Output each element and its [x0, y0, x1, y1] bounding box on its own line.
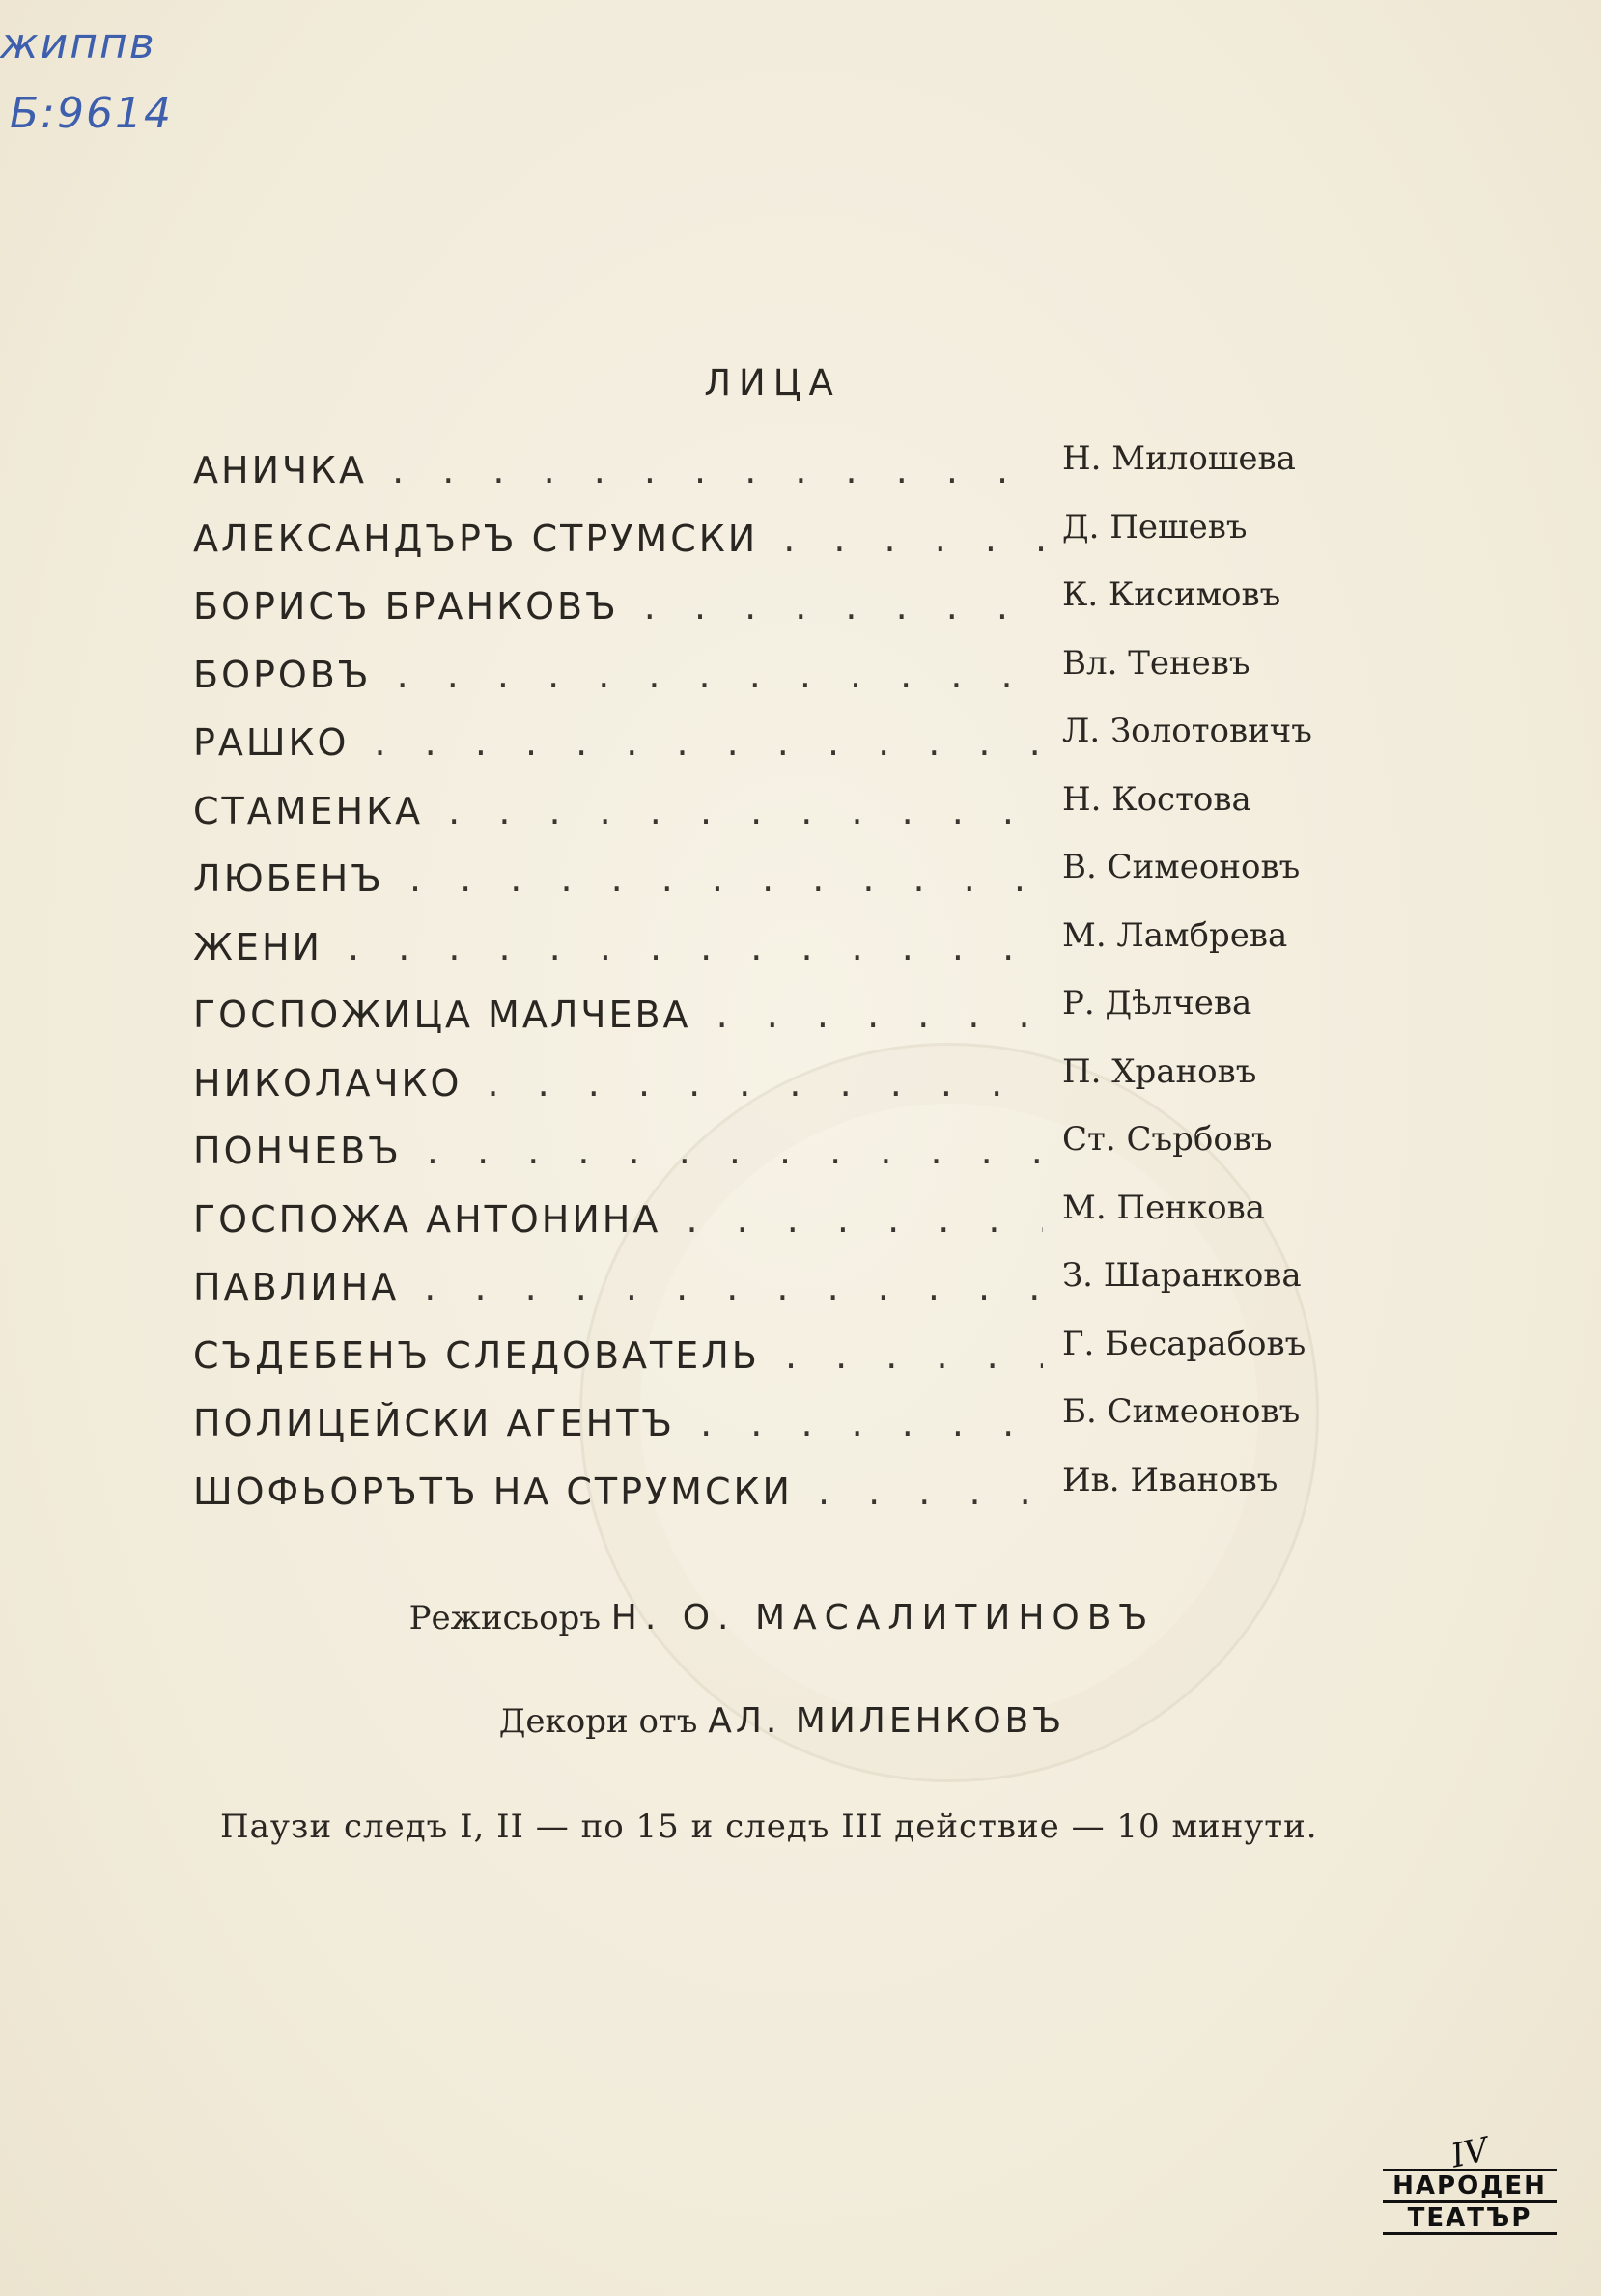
national-theatre-logo — [1383, 2130, 1557, 2259]
sets-designer-name: АЛ. МИЛЕНКОВЪ — [708, 1701, 1066, 1741]
role-name: АНИЧКА . . . — [193, 449, 1043, 491]
role-name: РАШКО . . . — [193, 721, 1043, 764]
logo-signature: IV — [1447, 2130, 1492, 2176]
actor-name: П. Храновъ — [1062, 1051, 1257, 1091]
role-name: БОРОВЪ . . . — [193, 654, 1043, 696]
actor-name: Б. Симеоновъ — [1062, 1392, 1301, 1431]
sets-credit — [0, 1701, 1564, 1741]
role-name: БОРИСЪ БРАНКОВЪ . . . — [193, 585, 1043, 628]
director-label: Режисьоръ — [408, 1599, 601, 1638]
actor-name: З. Шаранкова — [1062, 1256, 1302, 1295]
role-name: ЖЕНИ . . . — [193, 926, 1043, 968]
role-name: ГОСПОЖИЦА МАЛЧЕВА . . . — [193, 994, 1043, 1036]
role-name: ПАВЛИНА . . . — [193, 1266, 1043, 1308]
role-name: АЛЕКСАНДЪРЪ СТРУМСКИ . . . — [193, 518, 1043, 560]
actor-name: Л. Золотовичъ — [1062, 712, 1312, 750]
actor-name: Вл. Теневъ — [1062, 643, 1250, 683]
role-name: ПОНЧЕВЪ . . . — [193, 1130, 1043, 1172]
director-credit — [0, 1598, 1564, 1638]
logo-word-2: ТЕАТЪР — [1383, 2203, 1557, 2235]
actor-name: Н. Милошева — [1062, 439, 1296, 478]
page-title: ЛИЦА — [704, 362, 841, 404]
cast-list — [193, 439, 1352, 1538]
handwritten-note-1: жиппв — [0, 19, 156, 69]
sets-label: Декори отъ — [498, 1702, 698, 1741]
actor-name: Н. Костова — [1062, 779, 1251, 819]
role-name: НИКОЛАЧКО . . . — [193, 1062, 1043, 1105]
actor-name: К. Кисимовъ — [1062, 575, 1281, 614]
actor-name: Ст. Сърбовъ — [1062, 1120, 1273, 1159]
role-name: ГОСПОЖА АНТОНИНА . . . — [193, 1198, 1043, 1241]
intermission-note: Паузи следъ I, II — по 15 и следъ III действие — 10 минути. — [220, 1807, 1318, 1846]
logo-word-1: НАРОДЕН — [1383, 2169, 1557, 2203]
role-name: ШОФЬОРЪТЪ НА СТРУМСКИ . . . — [193, 1470, 1043, 1513]
role-name: ЛЮБЕНЪ . . . — [193, 857, 1043, 900]
actor-name: Ив. Ивановъ — [1062, 1460, 1278, 1499]
role-name: ПОЛИЦЕЙСКИ АГЕНТЪ . . . — [193, 1402, 1043, 1444]
actor-name: М. Ламбрева — [1062, 915, 1288, 955]
role-name: СЪДЕБЕНЪ СЛЕДОВАТЕЛЬ . . . — [193, 1334, 1043, 1377]
actor-name: Р. Дѣлчева — [1062, 984, 1252, 1022]
actor-name: В. Симеоновъ — [1062, 848, 1301, 886]
cast-row — [193, 1460, 1352, 1539]
role-name: СТАМЕНКА . . . — [193, 790, 1043, 832]
actor-name: Г. Бесарабовъ — [1062, 1324, 1306, 1363]
handwritten-note-2: Б:9614 — [10, 89, 173, 138]
actor-name: М. Пенкова — [1062, 1188, 1265, 1227]
actor-name: Д. Пешевъ — [1062, 507, 1248, 546]
director-name: Н. О. МАСАЛИТИНОВЪ — [610, 1598, 1156, 1638]
